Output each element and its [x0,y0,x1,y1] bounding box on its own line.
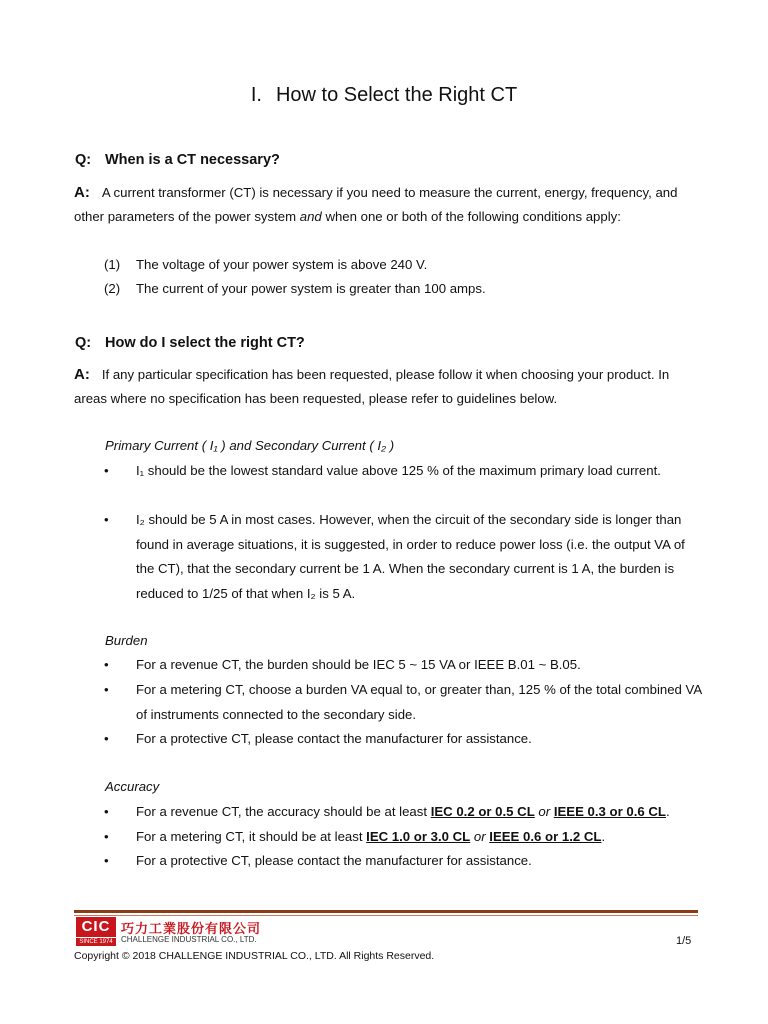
answer-text: If any particular specification has been requested, please follow it when choosing your product. In areas where no specification has been requested, please refer to guidelines below. [74,367,670,406]
bullet-text: For a protective CT, please contact the manufacturer for assistance. [136,731,532,746]
period: . [665,804,670,819]
period: . [601,829,606,844]
bullet-item [104,849,704,874]
bullet-item [104,459,704,484]
logo-since: SINCE 1974 [76,938,116,946]
company-logo: CIC [76,917,116,937]
bullet-text: For a revenue CT, the burden should be IEC 5 ~ 15 VA or IEEE B.01 ~ B.05. [136,657,581,672]
bullet-item [104,825,704,850]
company-name-en: CHALLENGE INDUSTRIAL CO., LTD. [121,935,257,944]
item-number: (2) [104,281,121,296]
iec-class: IEC 1.0 or 3.0 CL [366,829,471,844]
footer-rule [74,910,698,913]
item-number: (1) [104,257,121,272]
bullet-icon: • [104,682,109,697]
question-2 [75,335,305,351]
iec-class: IEC 0.2 or 0.5 CL [430,804,535,819]
title-number: I. [250,84,262,106]
q-label: Q: [75,152,92,168]
question-text: When is a CT necessary? [105,152,280,168]
ieee-class: IEEE 0.3 or 0.6 CL [553,804,666,819]
a-label: A: [74,184,90,201]
answer-emphasis: and [299,209,322,224]
bullet-icon: • [104,804,109,819]
bullet-icon: • [104,853,109,868]
answer-text-cont: when one or both of the following conditions apply: [321,209,621,224]
question-1 [75,152,280,168]
bullet-item [104,508,704,606]
section-heading-current: Primary Current ( I₁ ) and Secondary Current ( I₂ ) [105,438,395,453]
bullet-item [104,727,704,752]
company-name-cn: 巧力工業股份有限公司 [121,921,262,936]
page-title [0,84,768,107]
bullet-text: I₁ should be the lowest standard value above 125 % of the maximum primary load current. [136,463,661,478]
bullet-icon: • [104,731,109,746]
list-item [104,253,427,277]
bullet-text: I₂ should be 5 A in most cases. However, when the circuit of the secondary side is longer than found in average situations, it is suggested, in order to reduce power loss (i.e. the output VA of the CT), that the secondary current be 1 A. When the secondary current is 1 A, the burden is reduced to 1/25 of that when I₂ is 5 A. [136,512,685,601]
ieee-class: IEEE 0.6 or 1.2 CL [489,829,602,844]
question-text: How do I select the right CT? [105,335,305,351]
item-text: The current of your power system is greater than 100 amps. [136,281,486,296]
or-text: or [534,804,554,819]
answer-2 [74,363,704,411]
bullet-item [104,653,704,678]
section-heading-burden: Burden [105,633,148,648]
bullet-item [104,678,704,727]
q-label: Q: [75,335,92,351]
item-text: The voltage of your power system is above 240 V. [136,257,428,272]
a-label: A: [74,366,90,383]
bullet-icon: • [104,512,109,527]
page-number: 1/5 [676,935,692,947]
footer-rule-thin [74,915,698,916]
answer-text: A current transformer (CT) is necessary if you need to measure the current, energy, frequency, and other parameters of the power system [74,185,678,224]
bullet-icon: • [104,657,109,672]
section-heading-accuracy: Accuracy [105,779,160,794]
title-text: How to Select the Right CT [275,84,518,106]
list-item [104,277,486,301]
or-text: or [470,829,490,844]
bullet-text: For a protective CT, please contact the manufacturer for assistance. [136,853,532,868]
bullet-text: For a metering CT, choose a burden VA equal to, or greater than, 125 % of the total combined VA of instruments connected to the secondary side. [136,682,702,722]
bullet-text: For a metering CT, it should be at least [136,829,367,844]
bullet-icon: • [104,829,109,844]
bullet-text: For a revenue CT, the accuracy should be at least [136,804,431,819]
bullet-icon: • [104,463,109,478]
bullet-item [104,800,704,825]
answer-1 [74,181,704,229]
copyright: Copyright © 2018 CHALLENGE INDUSTRIAL CO., LTD. All Rights Reserved. [74,950,435,962]
